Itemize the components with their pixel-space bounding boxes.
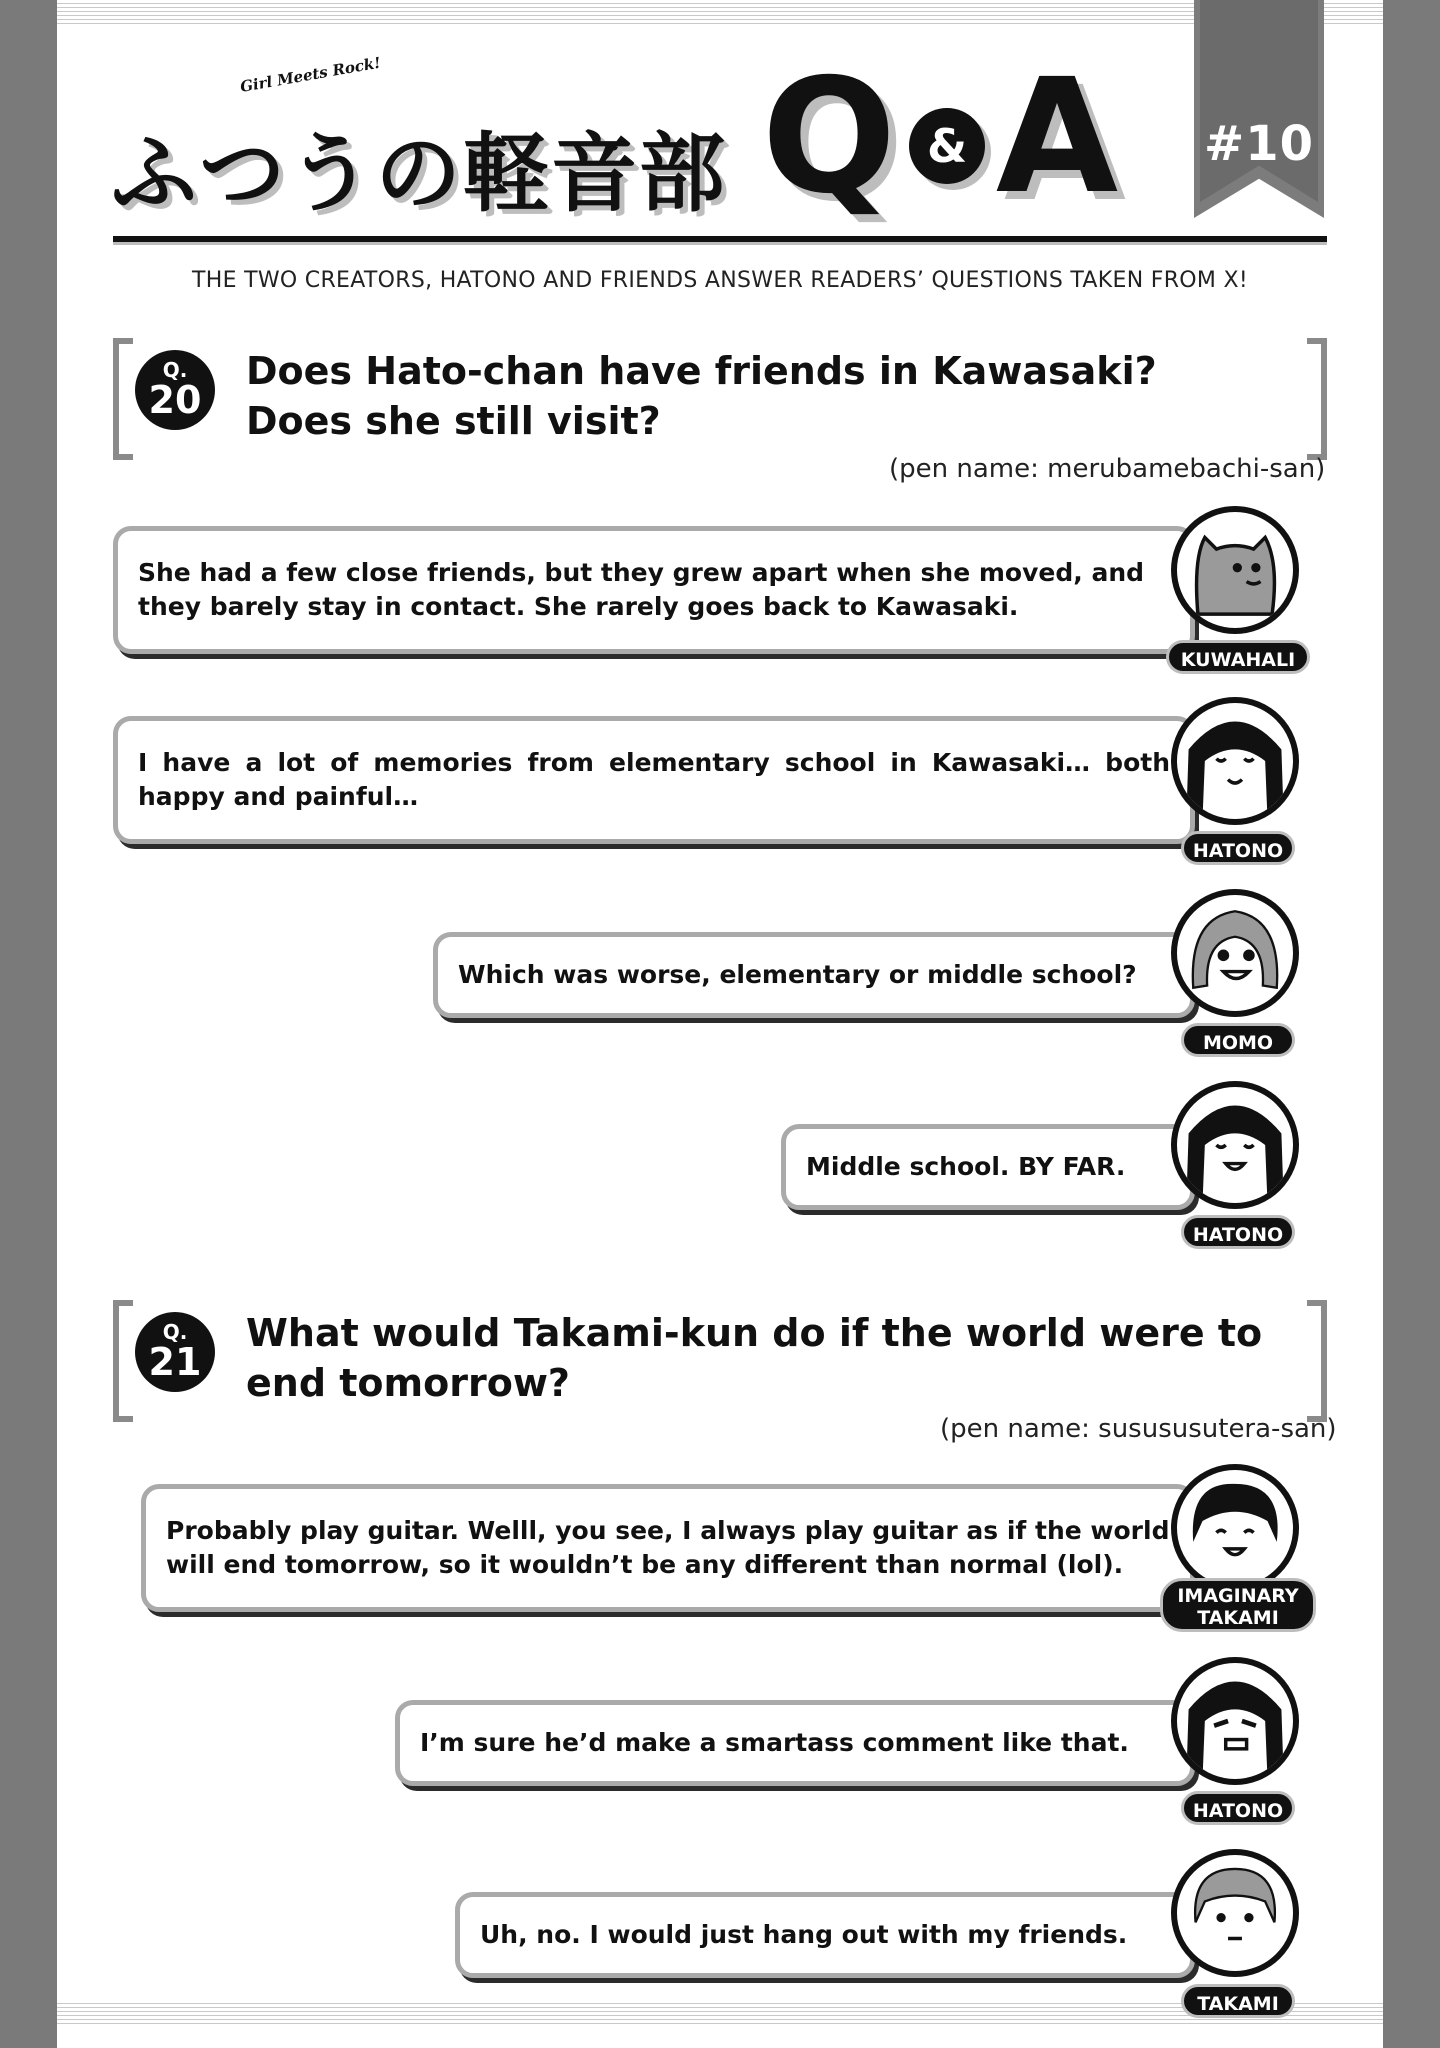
title-japanese: ふつうの軽音部 (111, 124, 727, 224)
question-number-badge: Q. 20 (135, 350, 215, 430)
issue-number: #10 (1203, 116, 1314, 172)
speaker-nametag: MOMO (1181, 1023, 1295, 1057)
answer-text: Probably play guitar. Welll, you see, I always play guitar as if the world will end tomorrow, so it wouldn’t be any different than normal (lol). (166, 1516, 1170, 1579)
question-21-header (113, 1300, 1327, 1410)
speaker-nametag: HATONO (1181, 1791, 1295, 1825)
speaker-nametag: KUWAHALI (1166, 640, 1310, 674)
answer-text: I’m sure he’d make a smartass comment like that. (420, 1728, 1129, 1757)
question-number-badge: Q. 21 (135, 1312, 215, 1392)
intro-text: THE TWO CREATORS, HATONO AND FRIENDS ANSWER READERS’ QUESTIONS TAKEN FROM X! (192, 268, 1248, 293)
boy-face-icon (1177, 1470, 1293, 1586)
header-divider (113, 236, 1327, 245)
question-text: What would Takami-kun do if the world were to end tomorrow? (246, 1311, 1263, 1405)
braided-girl-face-icon (1177, 895, 1293, 1011)
question-text: Does Hato-chan have friends in Kawasaki? Does she still visit? (246, 349, 1157, 443)
hatono-avatar (1171, 1657, 1299, 1785)
kuwahali-avatar (1171, 506, 1299, 634)
takami-avatar (1171, 1849, 1299, 1977)
speaker-nametag: HATONO (1181, 831, 1295, 865)
question-20-header (113, 338, 1327, 448)
speech-bubble (113, 526, 1195, 654)
annoyed-girl-face-icon (1177, 1663, 1293, 1779)
speaker-nametag: HATONO (1181, 1215, 1295, 1249)
pen-name: (pen name: susususutera-san) (940, 1414, 1337, 1444)
speech-bubble (395, 1700, 1195, 1786)
answer-text: Which was worse, elementary or middle school? (458, 960, 1137, 989)
bracket-left (113, 338, 133, 460)
pen-name: (pen name: merubamebachi-san) (889, 454, 1326, 484)
cat-face-icon (1177, 512, 1293, 628)
bracket-right (1307, 338, 1327, 460)
speech-bubble (113, 716, 1195, 844)
imaginary-takami-avatar (1171, 1464, 1299, 1592)
girl-face-icon (1177, 703, 1293, 819)
qa-page (57, 0, 1383, 2048)
speech-bubble (455, 1892, 1195, 1978)
momo-avatar (1171, 889, 1299, 1017)
bracket-left (113, 1300, 133, 1422)
qa-logo-ampersand: & (909, 108, 985, 184)
answer-text: Middle school. BY FAR. (806, 1152, 1126, 1181)
girl-face-icon (1177, 1087, 1293, 1203)
qa-logo-q: Q (761, 45, 897, 229)
speech-bubble (141, 1484, 1195, 1612)
answer-text: I have a lot of memories from elementary school in Kawasaki… both happy and painful… (138, 748, 1170, 811)
hatono-avatar (1171, 1081, 1299, 1209)
speaker-nametag: IMAGINARY TAKAMI (1160, 1578, 1316, 1632)
top-stripes (57, 0, 1383, 26)
qa-logo-a: A (995, 45, 1119, 229)
speech-bubble (781, 1124, 1195, 1210)
speaker-nametag: TAKAMI (1181, 1984, 1295, 2018)
bracket-right (1307, 1300, 1327, 1422)
speech-bubble (433, 932, 1195, 1018)
answer-text: Uh, no. I would just hang out with my friends. (480, 1920, 1128, 1949)
subtitle-english: Girl Meets Rock! (238, 53, 383, 96)
hatono-avatar (1171, 697, 1299, 825)
boy-face-icon (1177, 1855, 1293, 1971)
answer-text: She had a few close friends, but they grew apart when she moved, and they barely stay in contact. She rarely goes back to Kawasaki. (138, 558, 1145, 621)
